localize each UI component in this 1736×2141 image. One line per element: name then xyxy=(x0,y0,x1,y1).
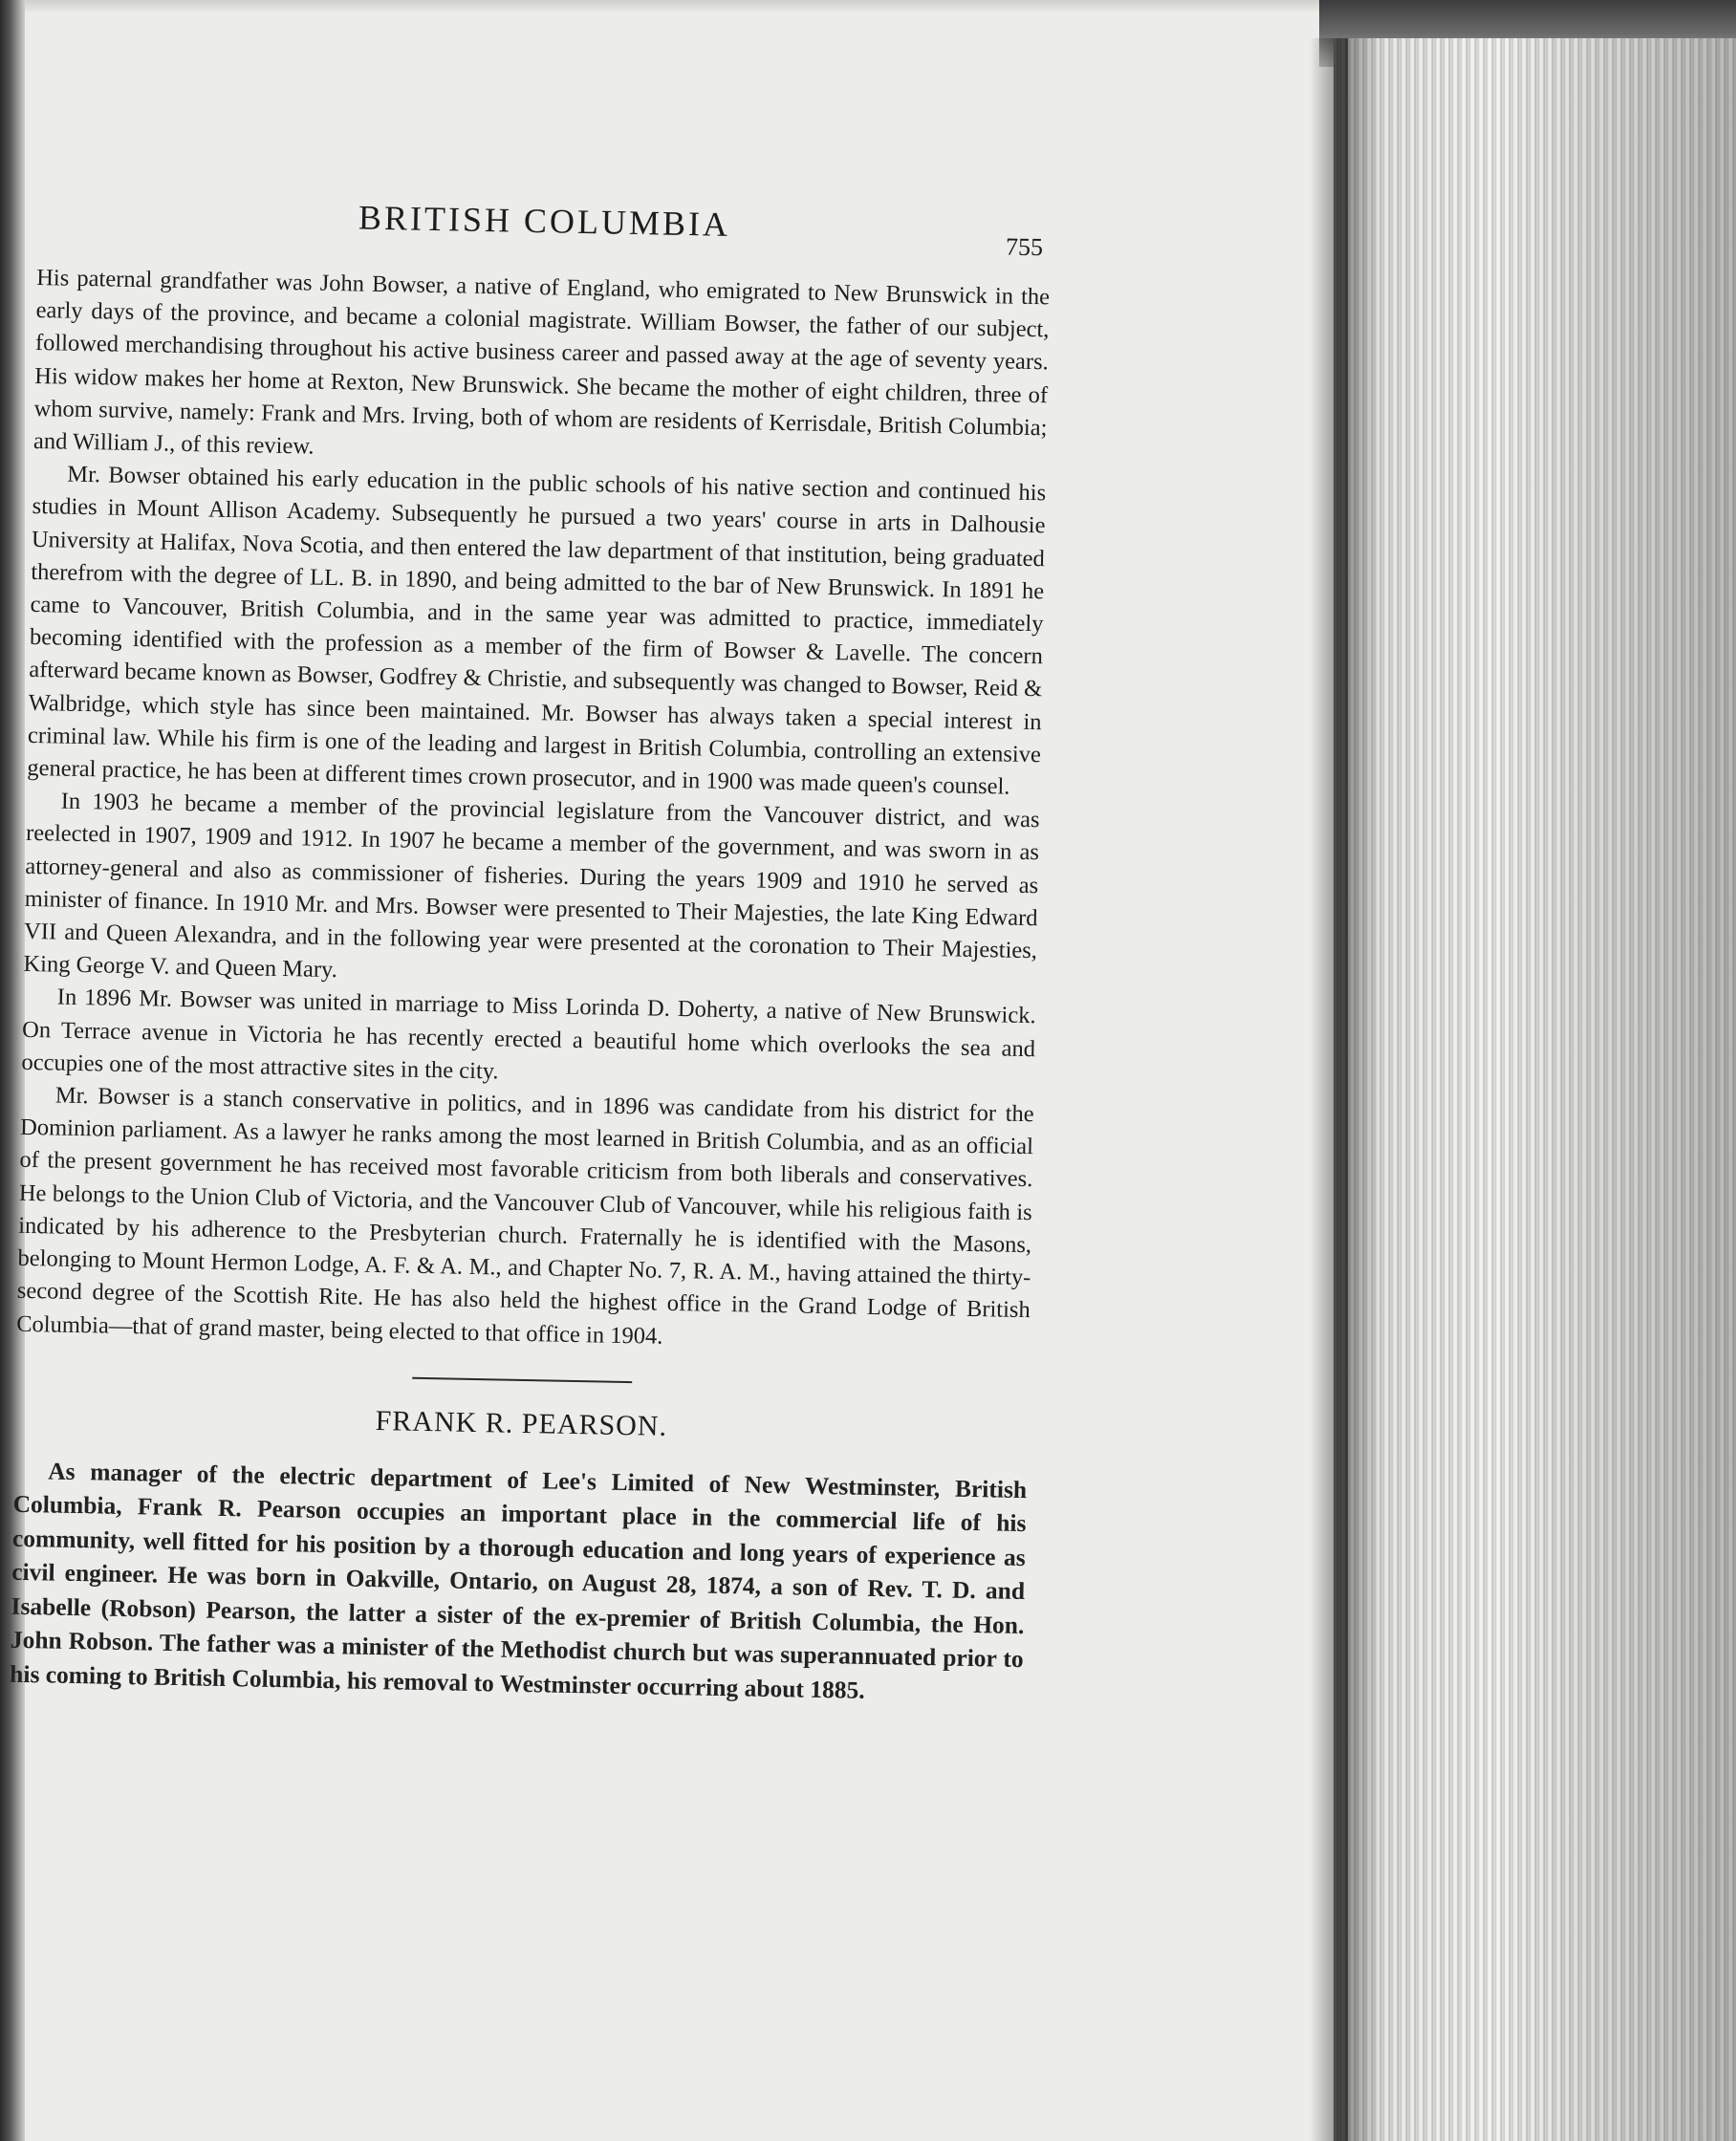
paragraph: In 1896 Mr. Bowser was united in marriage to Miss Lorinda D. Doherty, a native of New Brunswick. On Terrace avenue in Victoria he has recently erected a beautiful home which overlooks the sea and occupies one of the most attractive sites in the city. xyxy=(21,984,1036,1085)
paragraph: As manager of the electric department of Lee's Limited of New Westminster, British Columbia, Frank R. Pearson occupies an important place in the commercial life of his community, well fitted for his position by a thorough education and long years of experience as civil engineer. He was born in Oakville, Ontario, on August 28, 1874, a son of Rev. T. D. and Isabelle (Robson) Pearson, the latter a sister of the ex-premier of British Columbia, the Hon. John Robson. The father was a minister of the Methodist church but was superannuated prior to his coming to British Columbia, his removal to Westminster occurring about 1885. xyxy=(9,1457,1028,1704)
paragraph: His paternal grandfather was John Bowser, a native of England, who emigrated to New Brunswick in the early days of the province, and became a colonial magistrate. William Bowser, the father of our subject, followed merchandising throughout his active business career and passed away at the age of seventy years. His widow makes her home at Rexton, New Brunswick. She became the mother of eight children, three of whom survive, namely: Frank and Mrs. Irving, both of whom are residents of Kerrisdale, British Columbia; and William J., of this review. xyxy=(33,264,1051,460)
paragraph: Mr. Bowser is a stanch conservative in politics, and in 1896 was candidate from his district for the Dominion parliament. As a lawyer he ranks among the most learned in British Columbia, and as an official of the present government he has received most favorable criticism from both liberals and conservatives. He belongs to the Union Club of Victoria, and the Vancouver Club of Vancouver, while his religious faith is indicated by his adherence to the Presbyterian church. Fraternally he is identified with the Masons, belonging to Mount Hermon Lodge, A. F. & A. M., and Chapter No. 7, R. A. M., having attained the thirty-second degree of the Scottish Rite. He has also held the highest office in the Grand Lodge of British Columbia—that of grand master, being elected to that office in 1904. xyxy=(15,1082,1034,1350)
running-head: BRITISH COLUMBIA xyxy=(358,198,731,244)
page xyxy=(4,191,1052,2007)
top-margin-shadow xyxy=(0,0,1434,13)
article-pearson xyxy=(10,1453,1028,1710)
section-divider xyxy=(412,1376,632,1382)
article-bowser xyxy=(16,262,1050,1360)
page-number: 755 xyxy=(1005,232,1044,262)
page-edges xyxy=(1334,38,1736,2141)
section-title: FRANK R. PEARSON. xyxy=(375,1404,668,1442)
paragraph: In 1903 he became a member of the provincial legislature from the Vancouver district, and was reelected in 1907, 1909 and 1912. In 1907 he became a member of the government, and was sworn in as attorney-general and also as commissioner of fisheries. During the years 1909 and 1910 he served as minister of finance. In 1910 Mr. and Mrs. Bowser were presented to Their Majesties, the late King Edward VII and Queen Alexandra, and in the following year were presented at the coronation to Their Majesties, King George V. and Queen Mary. xyxy=(23,788,1040,984)
paragraph: Mr. Bowser obtained his early education in the public schools of his native section and continued his studies in Mount Allison Academy. Subsequently he pursued a two years' course in arts in Dalhousie University at Halifax, Nova Scotia, and then entered the law department of that institution, being graduated therefrom with the degree of LL. B. in 1890, and being admitted to the bar of New Brunswick. In 1891 he came to Vancouver, British Columbia, and in the same year was admitted to practice, immediately becoming identified with the profession as a member of the firm of Bowser & Lavelle. The concern afterward became known as Bowser, Godfrey & Christie, and subsequently was changed to Bowser, Reid & Walbridge, which style has since been maintained. Mr. Bowser has always taken a special interest in criminal law. While his firm is one of the leading and largest in British Columbia, controlling an extensive general practice, he has been at different times crown prosecutor, and in 1900 was made queen's counsel. xyxy=(27,461,1047,800)
page-gutter-shadow xyxy=(1310,38,1348,2141)
